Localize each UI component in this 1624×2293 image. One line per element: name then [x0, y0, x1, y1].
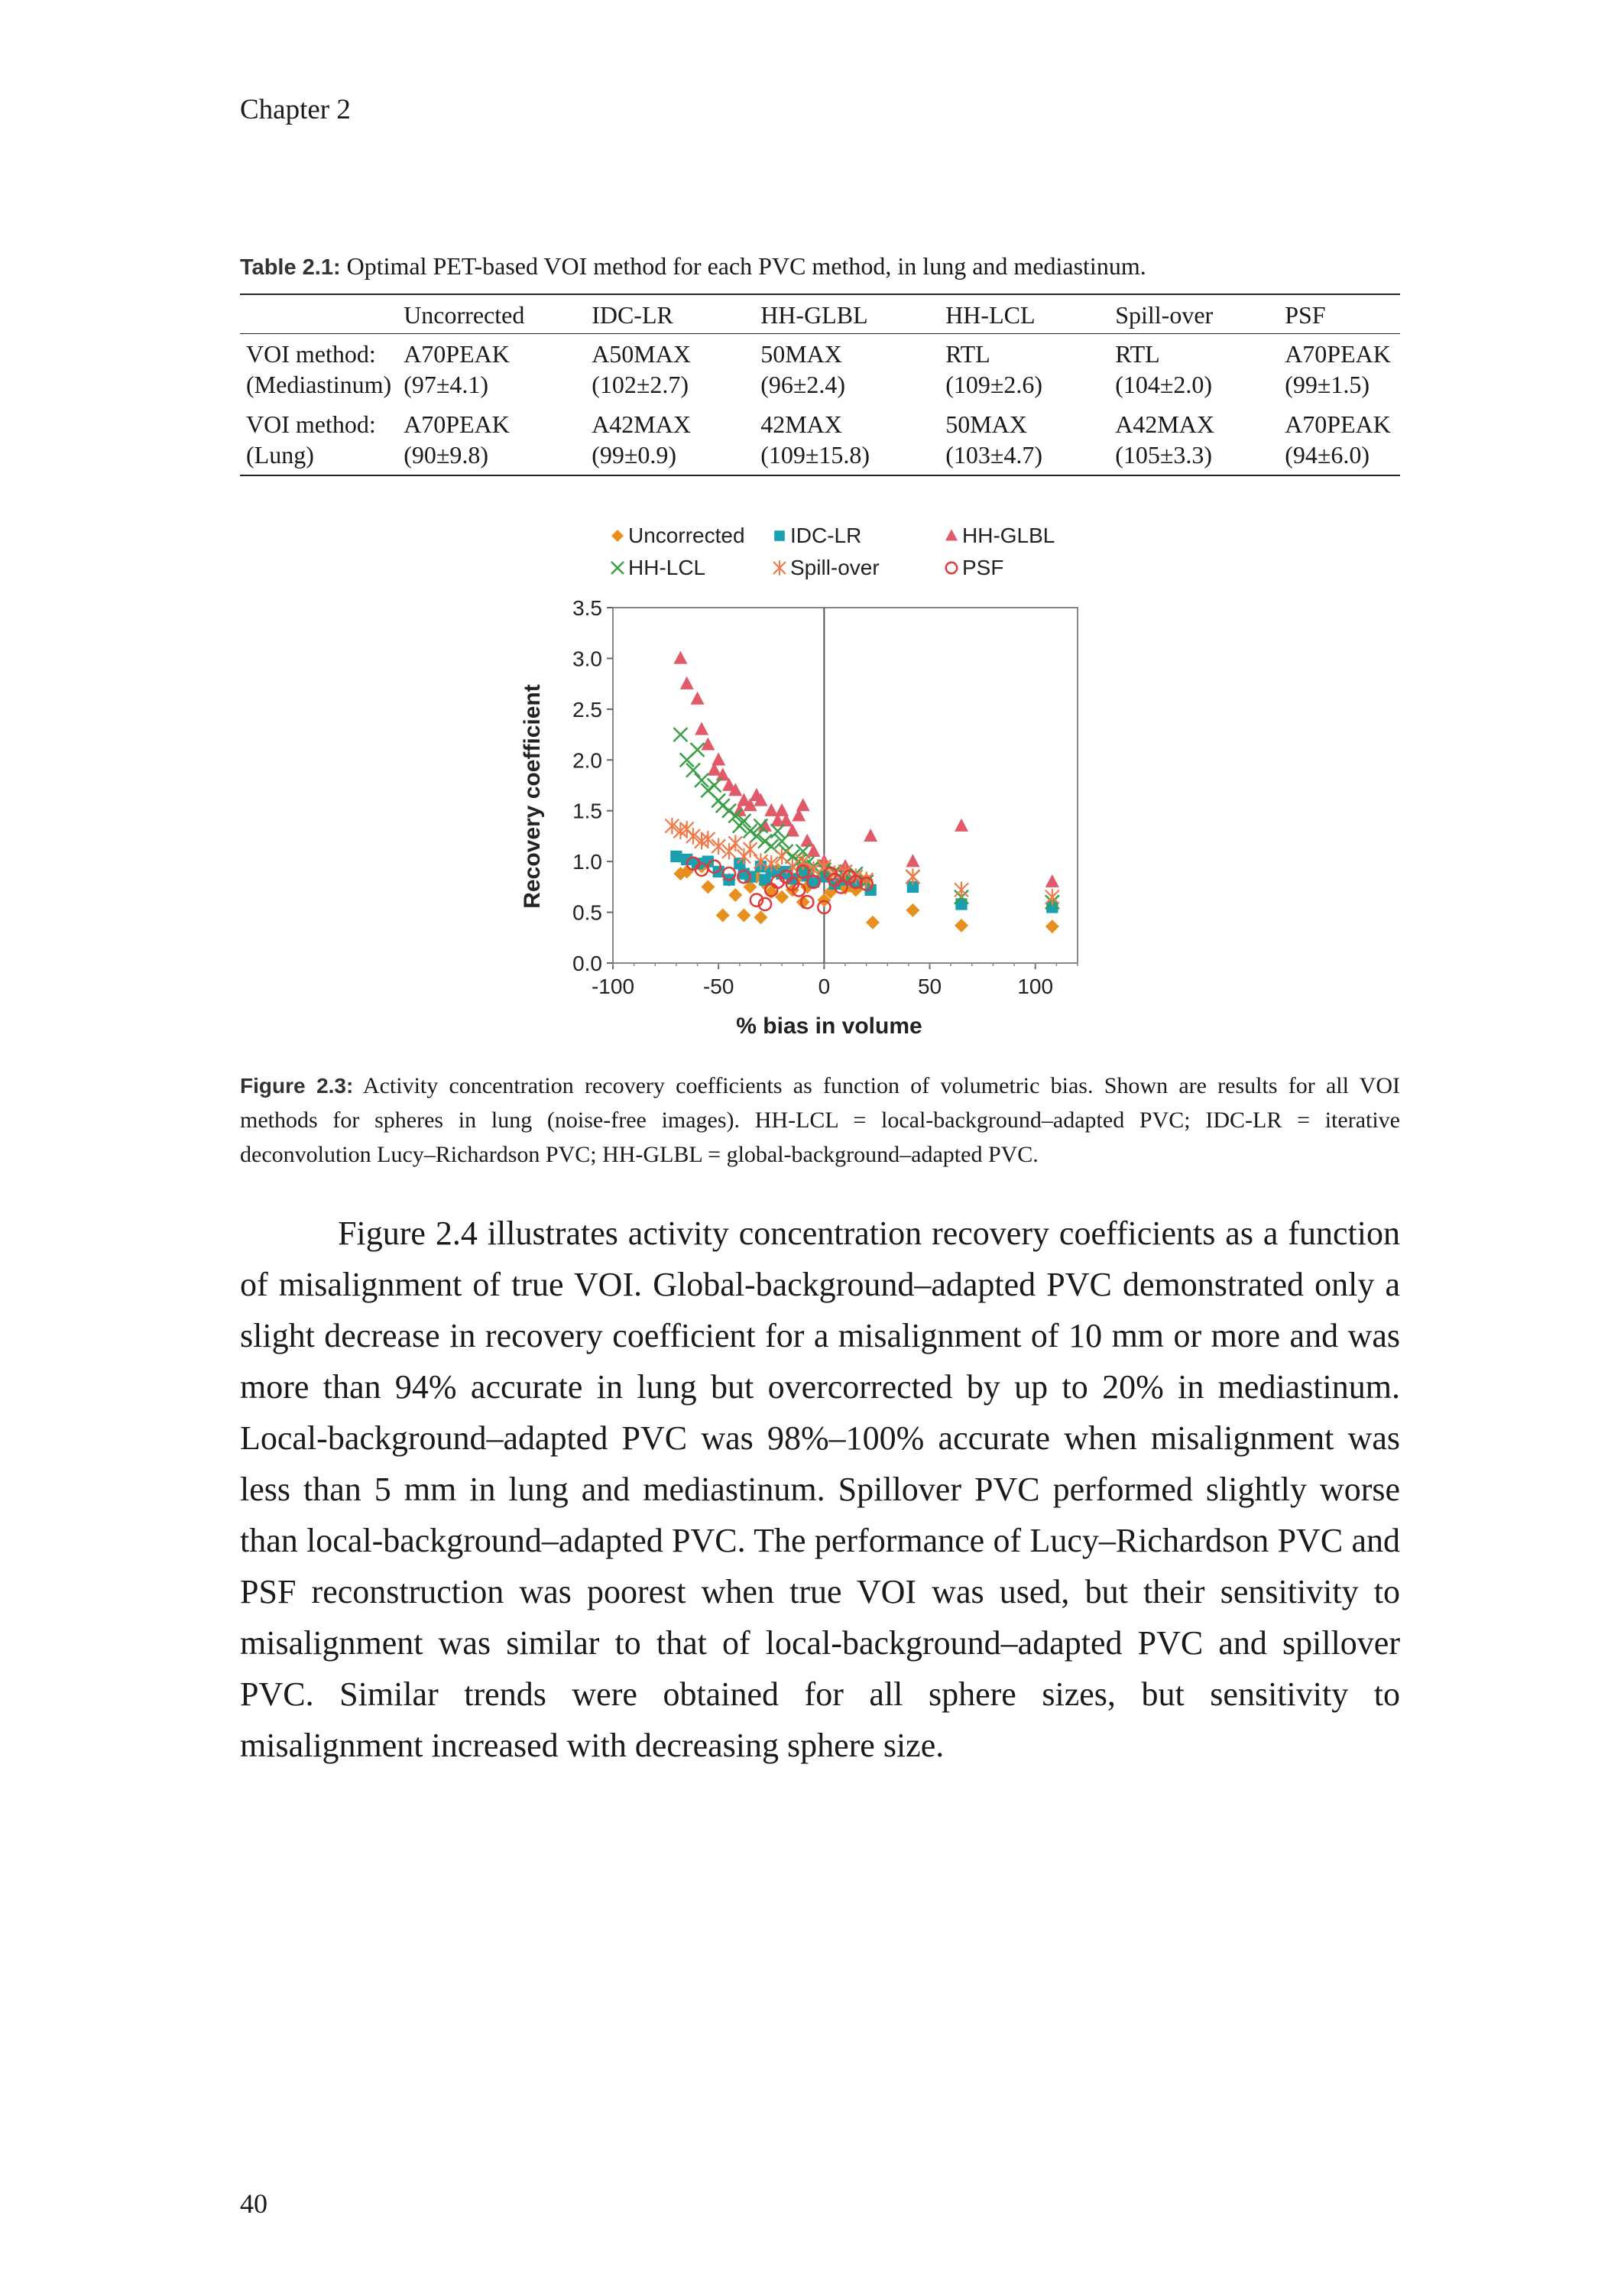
legend-marker-hh-glbl	[945, 529, 958, 540]
table-cell: A42MAX (99±0.9)	[585, 404, 754, 475]
table-cell: 50MAX (96±2.4)	[760, 340, 846, 398]
table-header-cell: IDC-LR	[585, 294, 754, 334]
y-tick-label: 0.0	[572, 952, 602, 975]
recovery-coefficient-scatter-chart	[512, 520, 1123, 1055]
table-cell: 50MAX (103±4.7)	[939, 404, 1109, 475]
table-cell: VOI method: (Lung)	[240, 404, 397, 475]
x-tick-label: 50	[917, 975, 942, 998]
table-row	[240, 404, 1400, 475]
table-header-cell: HH-GLBL	[754, 294, 939, 334]
table-label: Table 2.1:	[240, 255, 341, 280]
legend-marker-spill-over	[773, 560, 786, 575]
table-header-cell: Uncorrected	[397, 294, 585, 334]
table-header-cell	[240, 294, 397, 334]
table-cell: A70PEAK (99±1.5)	[1285, 340, 1391, 398]
figure-caption	[240, 1069, 1400, 1172]
table-cell: A42MAX (105±3.3)	[1109, 404, 1279, 475]
legend-label-hh-glbl: HH-GLBL	[962, 524, 1055, 547]
legend-marker-hh-lcl	[611, 562, 624, 574]
table-caption	[240, 252, 1146, 281]
legend-label-uncorrected: Uncorrected	[628, 524, 745, 547]
y-tick-label: 3.0	[572, 647, 602, 671]
table-cell: A70PEAK (94±6.0)	[1279, 404, 1400, 475]
body-paragraph: Figure 2.4 illustrates activity concentration recovery coefficients as a function of misalignment of true VOI. Global-background–adapted PVC demonstrated only a slight decrease in recovery coefficient for a misalignment of 10 mm or more and was more than 94% accurate in lung but overcorrected by up to 20% in mediastinum. Local-background–adapted PVC was 98%–100% accurate when misalignment was less than 5 mm in lung and mediastinum. Spillover PVC performed slightly worse than local-background–adapted PVC. The performance of Lucy–Richardson PVC and PSF reconstruction was poorest when true VOI was used, but their sensitivity to misalignment was similar to that of local-background–adapted PVC and spillover PVC. Similar trends were obtained for all sphere sizes, but sensitivity to misalignment increased with decreasing sphere size.	[240, 1215, 1400, 1764]
table-cell: A50MAX (102±2.7)	[592, 340, 691, 398]
x-tick-label: 100	[1017, 975, 1054, 998]
legend-label-psf: PSF	[962, 556, 1004, 579]
table-header-cell: PSF	[1279, 294, 1400, 334]
x-tick-label: -50	[702, 975, 734, 998]
table-cell: 42MAX (109±15.8)	[754, 404, 939, 475]
table-cell: VOI method: (Mediastinum)	[246, 340, 392, 398]
y-tick-label: 1.5	[572, 799, 602, 823]
x-tick-label: 0	[818, 975, 831, 998]
table-cell: A70PEAK (97±4.1)	[404, 340, 510, 398]
table-caption-text: Optimal PET-based VOI method for each PVC method, in lung and mediastinum.	[346, 252, 1146, 280]
legend-marker-uncorrected	[611, 530, 624, 542]
legend-label-idc-lr: IDC-LR	[790, 524, 862, 547]
legend-label-spill-over: Spill-over	[790, 556, 880, 579]
running-head: Chapter 2	[240, 94, 351, 125]
y-tick-label: 0.5	[572, 900, 602, 925]
data-point-idc-lr	[670, 851, 682, 862]
table-header-cell: HH-LCL	[939, 294, 1109, 334]
chart-axes	[572, 596, 1078, 998]
x-tick-label: -100	[591, 975, 635, 998]
page-number: 40	[240, 2188, 267, 2219]
table-cell: RTL (104±2.0)	[1115, 340, 1213, 398]
table-row	[240, 334, 1400, 405]
table-cell: RTL (109±2.6)	[945, 340, 1043, 398]
chart-legend	[611, 524, 1055, 579]
y-tick-label: 1.0	[572, 850, 602, 874]
legend-label-hh-lcl: HH-LCL	[628, 556, 706, 579]
x-axis-title: % bias in volume	[736, 1014, 922, 1039]
figure-label: Figure 2.3:	[240, 1074, 354, 1098]
y-tick-label: 3.5	[572, 596, 602, 620]
y-axis-title: Recovery coefficient	[520, 684, 545, 909]
y-tick-label: 2.5	[572, 697, 602, 722]
table-header-row	[240, 294, 1400, 334]
voi-method-table	[240, 294, 1400, 476]
figure-caption-text: Activity concentration recovery coefficients as function of volumetric bias. Shown are results for all VOI methods for spheres in lung (noise-free images). HH-LCL = local-background–adapted PVC; IDC-LR = iterative deconvolution Lucy–Richardson PVC; HH-GLBL = global-background–adapted PVC.	[240, 1073, 1400, 1167]
legend-marker-psf	[946, 563, 957, 573]
table-header-cell: Spill-over	[1109, 294, 1279, 334]
table-cell: A70PEAK (90±9.8)	[397, 404, 585, 475]
legend-marker-idc-lr	[774, 530, 785, 541]
y-tick-label: 2.0	[572, 748, 602, 773]
